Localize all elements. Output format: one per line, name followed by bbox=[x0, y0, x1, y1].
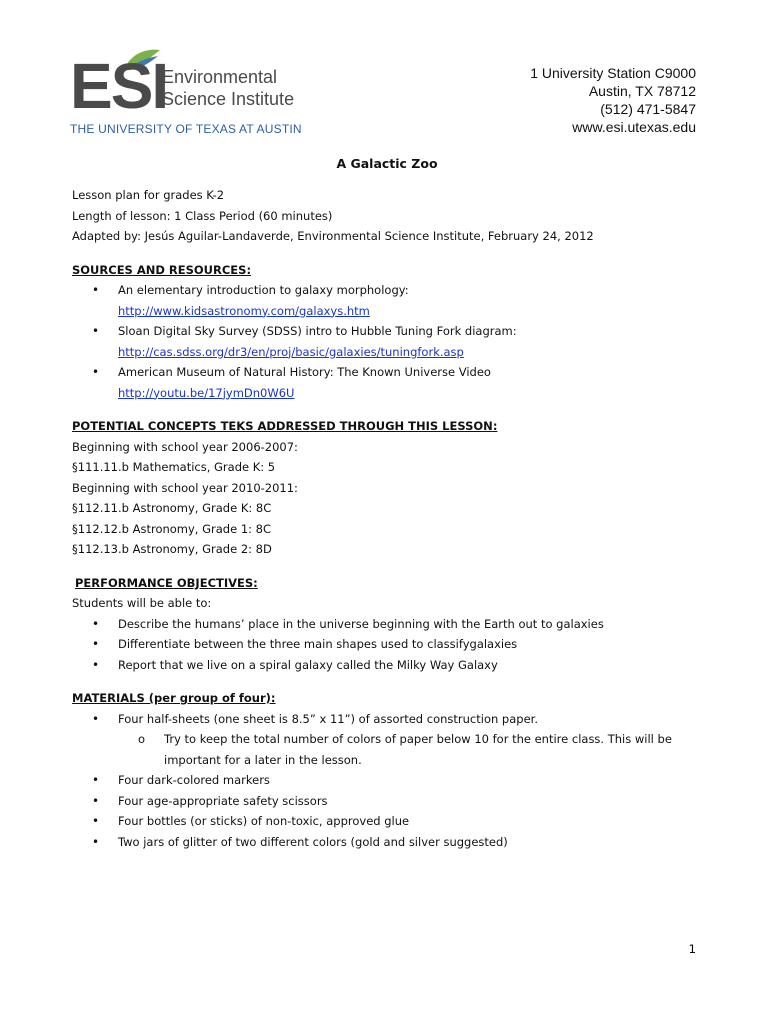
sources-list bbox=[72, 280, 702, 403]
logo-name-line2: Science Institute bbox=[162, 89, 295, 109]
source-text: An elementary introduction to galaxy morphology: bbox=[118, 283, 409, 297]
objectives-list bbox=[72, 614, 702, 676]
sub-list-item: o Try to keep the total number of colors of paper below 10 for the entire class. This will be important for a later in the lesson. bbox=[118, 729, 702, 770]
address-block bbox=[530, 64, 696, 136]
concept-line: §112.12.b Astronomy, Grade 1: 8C bbox=[72, 521, 272, 536]
source-link[interactable]: http://youtu.be/17jymDn0W6U bbox=[118, 385, 295, 400]
sub-list bbox=[118, 729, 702, 770]
source-link[interactable]: http://www.kidsastronomy.com/galaxys.htm bbox=[118, 303, 370, 318]
concept-line: §112.11.b Astronomy, Grade K: 8C bbox=[72, 501, 272, 515]
document-body bbox=[72, 156, 702, 852]
source-text: American Museum of Natural History: The Known Universe Video bbox=[118, 365, 491, 379]
logo-name-line1: Environmental bbox=[162, 67, 278, 87]
materials-list bbox=[72, 709, 702, 853]
materials-heading-text: MATERIALS (per group of four) bbox=[72, 691, 271, 705]
objectives-heading: PERFORMANCE OBJECTIVES: bbox=[75, 575, 258, 590]
esi-logo bbox=[70, 48, 310, 138]
concept-line: §112.13.b Astronomy, Grade 2: 8D bbox=[72, 542, 272, 556]
list-item bbox=[72, 362, 702, 403]
address-line: 1 University Station C9000 bbox=[530, 65, 696, 81]
website[interactable]: www.esi.utexas.edu bbox=[572, 119, 696, 135]
materials-heading: MATERIALS (per group of four): bbox=[72, 691, 276, 705]
concepts-heading: POTENTIAL CONCEPTS TEKS ADDRESSED THROUGH THIS LESSON: bbox=[72, 419, 498, 433]
list-item: • Four dark-colored markers bbox=[72, 770, 702, 791]
grade-line: Lesson plan for grades K-2 bbox=[72, 188, 225, 202]
address-line: (512) 471-5847 bbox=[600, 101, 696, 117]
material-text: Four half-sheets (one sheet is 8.5” x 11”) of assorted construction paper. bbox=[118, 711, 538, 726]
page-number: 1 bbox=[688, 942, 696, 956]
list-item: • Describe the humans’ place in the universe beginning with the Earth out to galaxies bbox=[72, 614, 702, 635]
list-item: • Two jars of glitter of two different colors (gold and silver suggested) bbox=[72, 832, 702, 853]
document-title: A Galactic Zoo bbox=[336, 156, 438, 171]
logo-mark: ESI bbox=[70, 50, 168, 122]
list-item: • Four age-appropriate safety scissors bbox=[72, 791, 702, 812]
sources-heading: SOURCES AND RESOURCES: bbox=[72, 262, 252, 277]
objectives-lead: Students will be able to: bbox=[72, 596, 212, 610]
source-text: Sloan Digital Sky Survey (SDSS) intro to Hubble Tuning Fork diagram: bbox=[118, 324, 517, 338]
list-item bbox=[72, 280, 702, 321]
list-item: • Four bottles (or sticks) of non-toxic, approved glue bbox=[72, 811, 702, 832]
sources-heading-text: SOURCES AND RESOURCES bbox=[72, 262, 247, 277]
concept-line: §111.11.b Mathematics, Grade K: 5 bbox=[72, 460, 276, 474]
logo-name bbox=[162, 66, 294, 110]
adapted-line: Adapted by: Jesús Aguilar-Landaverde, Environmental Science Institute, February 24, 2012 bbox=[72, 229, 594, 243]
concepts-heading-text: POTENTIAL CONCEPTS TEKS ADDRESSED THROUGH THIS LESSON bbox=[72, 419, 493, 433]
list-item: • Differentiate between the three main shapes used to classifygalaxies bbox=[72, 634, 702, 655]
objectives-heading-text: PERFORMANCE OBJECTIVES bbox=[75, 575, 254, 590]
concept-line: Beginning with school year 2010-2011: bbox=[72, 480, 298, 495]
list-item bbox=[72, 321, 702, 362]
address-line: Austin, TX 78712 bbox=[588, 83, 696, 99]
length-line: Length of lesson: 1 Class Period (60 minutes) bbox=[72, 208, 333, 223]
university-name: THE UNIVERSITY OF TEXAS AT AUSTIN bbox=[70, 122, 302, 136]
source-link[interactable]: http://cas.sdss.org/dr3/en/proj/basic/galaxies/tuningfork.asp bbox=[118, 344, 464, 359]
concept-line: Beginning with school year 2006-2007: bbox=[72, 439, 298, 454]
list-item: • Report that we live on a spiral galaxy called the Milky Way Galaxy bbox=[72, 655, 702, 676]
list-item bbox=[72, 709, 702, 771]
